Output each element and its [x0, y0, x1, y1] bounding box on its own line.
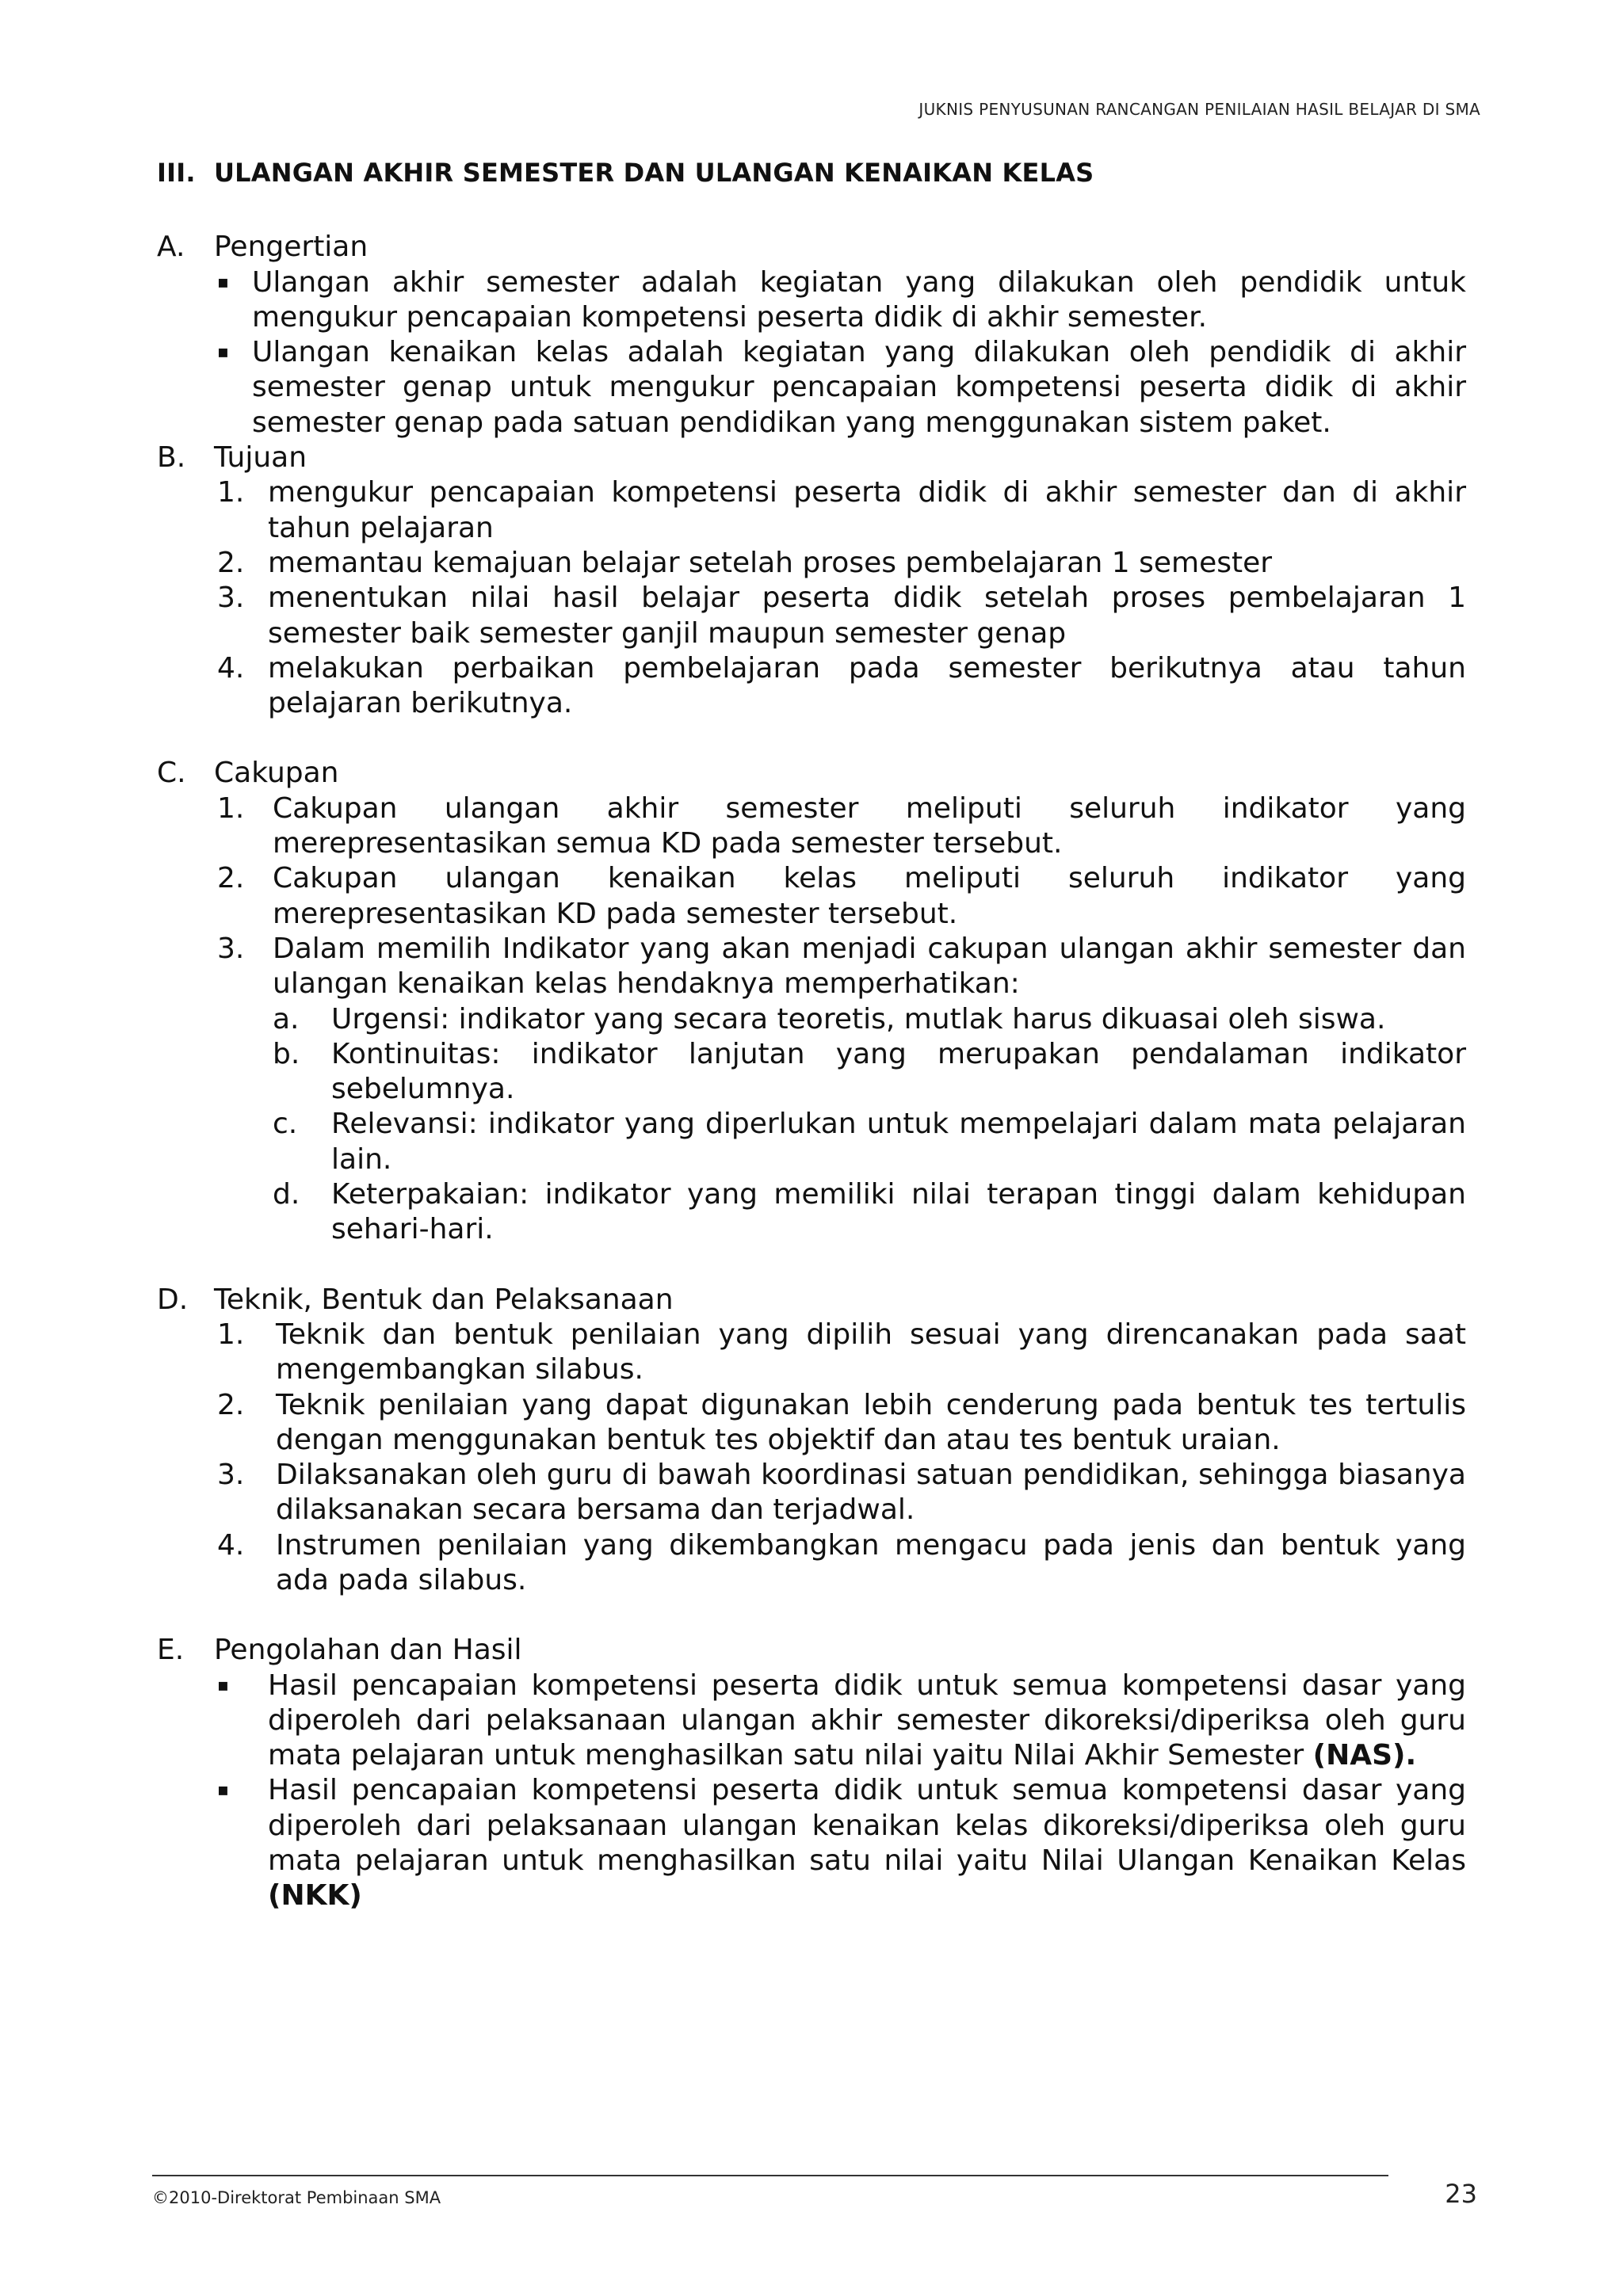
list-item	[217, 791, 1466, 862]
sub-list-letter: a.	[273, 1002, 300, 1035]
list-item-text: Teknik penilaian yang dapat digunakan lebih cenderung pada bentuk tes tertulis dengan menggunakan bentuk tes objektif dan atau tes bentuk uraian.	[276, 1388, 1466, 1456]
list-item-text: Teknik dan bentuk penilaian yang dipilih sesuai yang direncanakan pada saat mengembangkan silabus.	[276, 1318, 1466, 1386]
list-number: 4.	[217, 651, 245, 685]
list-item	[217, 1528, 1466, 1599]
list-item	[217, 335, 1466, 441]
section-title: Cakupan	[214, 757, 339, 790]
list-number: 1.	[217, 791, 245, 825]
list-number: 2.	[217, 1388, 245, 1421]
list-item-text: Dilaksanakan oleh guru di bawah koordinasi satuan pendidikan, sehingga biasanya dilaksanakan secara bersama dan terjadwal.	[276, 1459, 1466, 1527]
abbreviation-bold: (NAS).	[1312, 1739, 1417, 1772]
list-number: 3.	[217, 932, 245, 965]
list-item-text: Hasil pencapaian kompetensi peserta didik untuk semua kompetensi dasar yang diperoleh dari pelaksanaan ulangan akhir semester dikoreksi/diperiksa oleh guru mata pelajaran untuk menghasilkan satu nilai yaitu Nilai Akhir Semester	[268, 1669, 1466, 1772]
section-e-heading	[157, 1633, 1466, 1668]
sub-list-item	[273, 1107, 1466, 1177]
list-item	[217, 932, 1466, 1002]
document-body	[157, 155, 1466, 1914]
running-header: JUKNIS PENYUSUNAN RANCANGAN PENILAIAN HASIL BELAJAR DI SMA	[918, 100, 1480, 119]
section-title: Tujuan	[214, 441, 307, 475]
list-item	[217, 861, 1466, 932]
list-number: 3.	[217, 582, 245, 615]
section-letter: D.	[157, 1283, 189, 1316]
list-item	[217, 651, 1466, 722]
chapter-title-text: ULANGAN AKHIR SEMESTER DAN ULANGAN KENAIKAN KELAS	[214, 158, 1094, 188]
sub-list-letter: c.	[273, 1108, 298, 1141]
sub-list-item	[273, 1177, 1466, 1248]
section-letter: B.	[157, 441, 186, 475]
chapter-title	[157, 155, 1466, 190]
list-number: 1.	[217, 1318, 245, 1351]
list-item-text: melakukan perbaikan pembelajaran pada semester berikutnya atau tahun pelajaran berikutnya.	[268, 651, 1466, 720]
footer-copyright: ©2010-Direktorat Pembinaan SMA	[152, 2188, 441, 2207]
list-item	[217, 1318, 1466, 1388]
section-letter: E.	[157, 1634, 185, 1667]
sub-list-item-text: Keterpakaian: indikator yang memiliki nilai terapan tinggi dalam kehidupan sehari-hari.	[331, 1178, 1466, 1246]
footer-divider	[152, 2175, 1388, 2176]
sub-list-item-text: Urgensi: indikator yang secara teoretis, mutlak harus dikuasai oleh siswa.	[331, 1002, 1386, 1035]
list-item	[217, 1388, 1466, 1459]
list-item	[217, 1458, 1466, 1528]
bullet-square-icon: ▪	[217, 272, 229, 292]
bullet-square-icon: ▪	[217, 1780, 229, 1801]
list-item-text-container	[268, 1773, 1466, 1913]
list-number: 4.	[217, 1528, 245, 1562]
list-number: 2.	[217, 862, 245, 895]
list-item-text: Cakupan ulangan kenaikan kelas meliputi seluruh indikator yang merepresentasikan KD pada semester tersebut.	[273, 862, 1466, 930]
list-item	[217, 1773, 1466, 1913]
bullet-square-icon: ▪	[217, 342, 229, 363]
list-number: 2.	[217, 546, 245, 579]
list-item	[217, 546, 1466, 581]
section-title: Teknik, Bentuk dan Pelaksanaan	[214, 1283, 674, 1316]
list-number: 1.	[217, 476, 245, 509]
section-b-heading	[157, 441, 1466, 475]
sub-list-item-text: Kontinuitas: indikator lanjutan yang merupakan pendalaman indikator sebelumnya.	[331, 1037, 1466, 1106]
list-item-text: mengukur pencapaian kompetensi peserta didik di akhir semester dan di akhir tahun pelajaran	[268, 476, 1466, 544]
chapter-number: III.	[157, 158, 196, 188]
sub-list-letter: d.	[273, 1178, 300, 1211]
section-c-heading	[157, 756, 1466, 791]
list-number: 3.	[217, 1459, 245, 1492]
list-item-text: Instrumen penilaian yang dikembangkan mengacu pada jenis dan bentuk yang ada pada silabus.	[276, 1528, 1466, 1596]
sub-list-letter: b.	[273, 1037, 300, 1070]
sub-list-item	[273, 1002, 1466, 1037]
list-item	[217, 1669, 1466, 1774]
list-item	[217, 475, 1466, 546]
list-item-text: Cakupan ulangan akhir semester meliputi seluruh indikator yang merepresentasikan semua KD pada semester tersebut.	[273, 791, 1466, 860]
sub-list-item-text: Relevansi: indikator yang diperlukan untuk mempelajari dalam mata pelajaran lain.	[331, 1108, 1466, 1176]
section-title: Pengolahan dan Hasil	[214, 1634, 522, 1667]
list-item-text: Hasil pencapaian kompetensi peserta didik untuk semua kompetensi dasar yang diperoleh dari pelaksanaan ulangan kenaikan kelas dikoreksi/diperiksa oleh guru mata pelajaran untuk menghasilkan satu nilai yaitu Nilai Ulangan Kenaikan Kelas	[268, 1774, 1466, 1878]
section-title: Pengertian	[214, 231, 369, 264]
list-item-text: memantau kemajuan belajar setelah proses pembelajaran 1 semester	[268, 546, 1273, 579]
section-letter: C.	[157, 757, 186, 790]
abbreviation-bold: (NKK)	[268, 1879, 362, 1913]
sub-list-item	[273, 1037, 1466, 1108]
page-number: 23	[1445, 2179, 1477, 2209]
list-item	[217, 265, 1466, 336]
section-letter: A.	[157, 231, 185, 264]
list-item-text: Ulangan akhir semester adalah kegiatan yang dilakukan oleh pendidik untuk mengukur pencapaian kompetensi peserta didik di akhir semester.	[252, 265, 1466, 334]
list-item-text: Ulangan kenaikan kelas adalah kegiatan yang dilakukan oleh pendidik di akhir semester genap untuk mengukur pencapaian kompetensi peserta didik di akhir semester genap pada satuan pendidikan yang menggunakan sistem paket.	[252, 336, 1466, 439]
list-item-text-container	[268, 1669, 1466, 1774]
list-item-text: Dalam memilih Indikator yang akan menjadi cakupan ulangan akhir semester dan ulangan kenaikan kelas hendaknya memperhatikan:	[273, 932, 1466, 1001]
list-item	[217, 581, 1466, 651]
bullet-square-icon: ▪	[217, 1675, 229, 1695]
list-item-text: menentukan nilai hasil belajar peserta didik setelah proses pembelajaran 1 semester baik semester ganjil maupun semester genap	[268, 582, 1466, 650]
section-d-heading	[157, 1283, 1466, 1318]
section-a-heading	[157, 230, 1466, 265]
